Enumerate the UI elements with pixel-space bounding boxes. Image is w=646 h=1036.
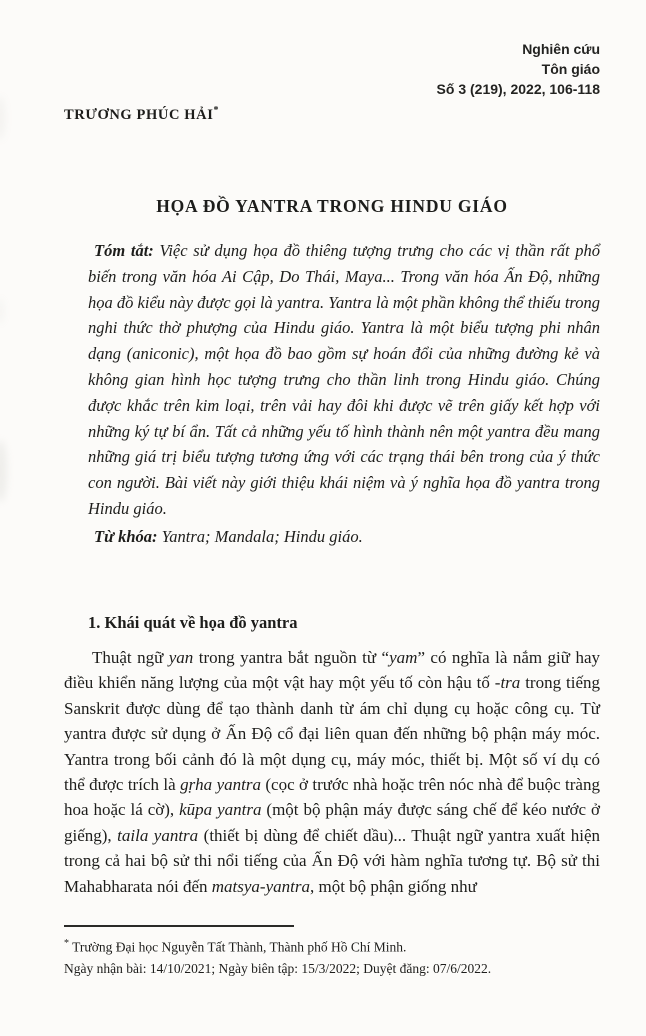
scan-smudge (0, 440, 7, 502)
body-run-italic: -tra (494, 673, 521, 693)
abstract-text: Việc sử dụng họa đồ thiêng tượng trưng cho các vị thần rất phổ biến trong văn hóa Ai Cập, Do Thái, Maya... Trong văn hóa Ấn Độ, những họa đồ kiểu này được gọi là yantra. Yantra là một phần không thể thiếu trong nghi thức thờ phượng của Hindu giáo. Yantra là một biểu tượng phi nhân dạng (aniconic), một họa đồ bao gồm sự hoán đổi của những đường kẻ và không gian hình học tượng trưng cho thần linh trong Hindu giáo. Chúng được khắc trên kim loại, trên vải hay đôi khi được vẽ trên giấy kết hợp với những ký tự bí ẩn. Tất cả những yếu tố hình thành nên một yantra đều mang những giá trị biểu tượng tương ứng với các trạng thái bên trong của ý thức con người. Bài viết này giới thiệu khái niệm và ý nghĩa họa đồ yantra trong Hindu giáo. (88, 241, 600, 518)
journal-name-line1: Nghiên cứu (522, 41, 600, 57)
body-run: trong tiếng Sanskrit được dùng để tạo thành danh từ ám chỉ dụng cụ hoặc công cụ. Từ yantra được sử dụng ở Ấn Độ cổ đại liên quan đến những bộ phận máy móc. Yantra trong bối cảnh đó là một dụng cụ, máy móc, thiết bị. Một số ví dụ có thể được trích là (64, 673, 600, 795)
body-run-italic: taila yantra (117, 825, 199, 845)
keywords-line (88, 524, 600, 550)
body-run-italic: gṛha yantra (180, 775, 261, 795)
abstract-label: Tóm tắt: (94, 241, 154, 260)
body-run: Thuật ngữ (92, 648, 169, 667)
keywords-text: Yantra; Mandala; Hindu giáo. (157, 526, 363, 546)
footnote-symbol: * (64, 938, 69, 949)
scan-smudge (0, 298, 4, 324)
section-1-heading: 1. Khái quát về họa đồ yantra (88, 613, 298, 632)
article-title: HỌA ĐỒ YANTRA TRONG HINDU GIÁO (156, 196, 508, 216)
author-name: TRƯƠNG PHÚC HẢI (64, 106, 214, 123)
author-line (64, 105, 219, 124)
footnote-affiliation-text: Trường Đại học Nguyễn Tất Thành, Thành phố Hồ Chí Minh. (69, 939, 407, 955)
abstract-paragraph (88, 238, 600, 522)
body-run: (thiết bị dùng để chiết dầu)... Thuật ngữ yantra xuất hiện trong cả hai bộ sử thi nổi tiếng của Ấn Độ với hàm nghĩa tương tự. Bộ sử thi Mahabharata nói đến (64, 825, 601, 896)
body-run-italic: kūpa yantra (179, 800, 262, 820)
footnote (64, 925, 600, 980)
footnote-affiliation (64, 933, 600, 958)
scan-smudge (0, 96, 5, 140)
abstract-block (88, 238, 600, 550)
journal-name-line2: Tôn giáo (541, 61, 600, 77)
journal-header (437, 39, 600, 99)
body-run-italic: yan (168, 648, 194, 667)
body-run: ” có nghĩa là nắm giữ hay điều khiển năng lượng của một vật hay một yếu tố còn hậu tố (64, 648, 600, 693)
journal-issue-line: Số 3 (219), 2022, 106-118 (436, 81, 600, 97)
body-run-italic: matsya-yantra (211, 876, 310, 896)
body-run-italic: yam (389, 648, 418, 667)
body-run: (một bộ phận máy được sáng chế để kéo nước ở giếng), (64, 800, 600, 845)
body-run: (cọc ở trước nhà hoặc trên nóc nhà để buộc tràng hoa hoặc lá cờ), (64, 775, 600, 820)
body-run: , một bộ phận giống như (309, 876, 477, 896)
body-run: trong yantra bắt nguồn từ “ (193, 648, 390, 667)
author-footnote-mark: * (213, 105, 220, 116)
footnote-dates: Ngày nhận bài: 14/10/2021; Ngày biên tập: 15/3/2022; Duyệt đăng: 07/6/2022. (64, 961, 492, 976)
body-paragraph (64, 645, 600, 899)
keywords-label: Từ khóa: (94, 526, 158, 546)
footnote-separator (64, 925, 294, 927)
